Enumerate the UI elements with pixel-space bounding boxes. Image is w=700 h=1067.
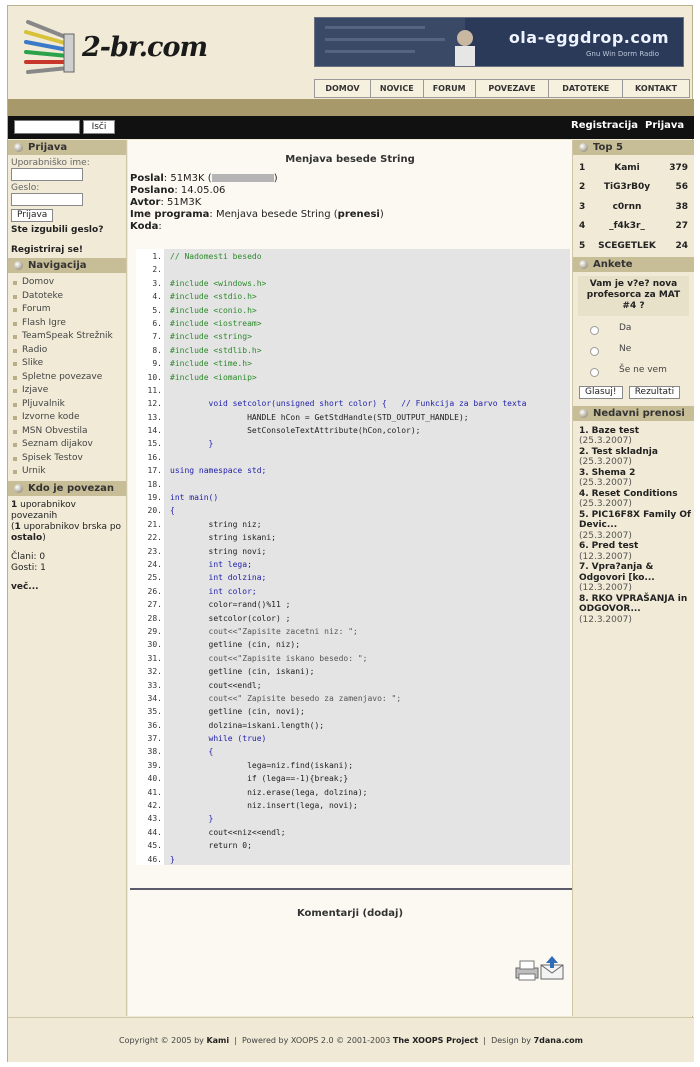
download-name[interactable]: Pred test: [591, 541, 639, 552]
author: 51M3K: [167, 197, 202, 208]
code-text: int color;: [170, 586, 257, 596]
sidebar-item-seznam-dijakov[interactable]: Seznam dijakov: [8, 438, 126, 452]
poll-option-label: Ne: [619, 343, 632, 354]
poll-option-da[interactable]: [573, 319, 694, 340]
code-text: #include <iomanip>: [170, 372, 257, 382]
line-number: 11.: [147, 385, 162, 395]
line-number: 26.: [147, 586, 162, 596]
code-text: cout<<niz<<endl;: [170, 827, 286, 837]
code-line: [136, 277, 570, 290]
page-title: Menjava besede String: [285, 154, 415, 165]
download-date: (25.3.2007): [579, 478, 632, 489]
code-line: [136, 371, 570, 384]
poll-option-se-ne-vem[interactable]: [573, 361, 694, 382]
line-number: 3.: [152, 278, 162, 288]
footer: Copyright © 2005 by Kami | Powered by XOOPS 2.0 © 2001-2003 The XOOPS Project | Design by 7dana.com: [8, 1017, 694, 1062]
code-line: [136, 558, 570, 571]
line-number: 21.: [147, 519, 162, 529]
download-number: 2.: [579, 446, 589, 457]
code-line: [136, 491, 570, 504]
top5-score: 27: [675, 221, 688, 232]
code-text: return 0;: [170, 841, 252, 851]
code-line: [136, 839, 570, 852]
banner-ad[interactable]: [314, 17, 684, 67]
logo-text: 2-br.com: [82, 32, 208, 63]
download-date: (25.3.2007): [579, 499, 632, 510]
code-text: // Nadomesti besedo: [170, 252, 262, 261]
code-line: [136, 652, 570, 665]
download-number: 4.: [579, 488, 589, 499]
nav-kontakt[interactable]: KONTAKT: [623, 80, 690, 97]
comments-label: Komentarji: [296, 908, 360, 919]
posted-on-label: Poslano: [130, 185, 175, 196]
right-sidebar: [572, 140, 694, 1016]
line-number: 15.: [147, 439, 162, 449]
download-item[interactable]: [573, 541, 694, 562]
line-number: 27.: [147, 600, 162, 610]
line-number: 35.: [147, 707, 162, 717]
code-line: [136, 665, 570, 678]
username-label: Uporabniško ime:: [11, 158, 90, 168]
add-comment-link[interactable]: dodaj: [367, 908, 399, 919]
cable-logo-icon: [20, 14, 80, 84]
line-number: 9.: [152, 359, 162, 369]
online-block-title: Kdo je povezan: [8, 481, 126, 496]
code-line: [136, 772, 570, 785]
radio-icon[interactable]: [590, 347, 599, 356]
online-paren-close: ): [42, 532, 46, 543]
line-number: 33.: [147, 680, 162, 690]
download-number: 3.: [579, 467, 589, 478]
code-line: [136, 585, 570, 598]
online-paren-open: (: [11, 521, 15, 532]
line-number: 25.: [147, 573, 162, 583]
top5-rank: 3: [579, 201, 586, 212]
line-number: 17.: [147, 466, 162, 476]
lost-password-link[interactable]: Ste izgubili geslo?: [11, 225, 104, 235]
code-text: cout<<"Zapisite zacetni niz: ";: [170, 626, 358, 636]
program-name: Menjava besede String: [215, 209, 331, 220]
online-text: uporabnikov povezanih: [11, 499, 76, 521]
download-name[interactable]: Shema 2: [591, 467, 636, 478]
guests-count: Gosti: 1: [11, 562, 46, 573]
download-item[interactable]: [573, 489, 694, 510]
sidebar-item-radio[interactable]: Radio: [8, 344, 126, 358]
line-number: 42.: [147, 801, 162, 811]
top5-row[interactable]: [573, 236, 694, 255]
line-number: 18.: [147, 479, 162, 489]
code-text: HANDLE hCon = GetStdHandle(STD_OUTPUT_HANDLE);: [170, 412, 469, 422]
top5-score: 56: [675, 182, 688, 193]
code-text: setcolor(color) ;: [170, 613, 291, 623]
poll-title: Ankete: [573, 257, 694, 272]
line-number: 43.: [147, 814, 162, 824]
line-number: 29.: [147, 626, 162, 636]
download-item[interactable]: [573, 447, 694, 468]
top5-row[interactable]: [573, 216, 694, 235]
download-number: 7.: [579, 562, 589, 573]
divider: [130, 888, 572, 890]
download-name[interactable]: PIC16F8X Family Of Devic...: [579, 509, 691, 531]
password-field[interactable]: [11, 193, 83, 206]
top5-rank: 4: [579, 221, 586, 232]
top5-list: [573, 155, 694, 255]
results-button[interactable]: Rezultati: [629, 386, 680, 399]
top5-name[interactable]: _f4k3r_: [609, 221, 645, 232]
top5-name[interactable]: SCEGETLEK: [598, 240, 656, 251]
line-number: 38.: [147, 747, 162, 757]
line-number: 12.: [147, 399, 162, 409]
download-name[interactable]: RKO VPRAŠANJA in ODGOVOR...: [579, 593, 688, 615]
code-text: int lega;: [170, 559, 252, 569]
code-text: #include <stdio.h>: [170, 292, 257, 302]
download-item[interactable]: [573, 562, 694, 594]
line-number: 24.: [147, 559, 162, 569]
download-number: 6.: [579, 541, 589, 552]
download-item[interactable]: [573, 594, 694, 626]
registration-link[interactable]: Registracija: [571, 120, 639, 131]
code-text: int dolzina;: [170, 573, 267, 583]
radio-icon[interactable]: [590, 326, 599, 335]
browsing-location: ostalo: [11, 532, 43, 543]
footer-project-link[interactable]: The XOOPS Project: [392, 1036, 479, 1045]
code-text: niz.erase(lega, dolzina);: [170, 787, 368, 797]
top5-score: 24: [675, 240, 688, 251]
sidebar-item-teamspeak[interactable]: TeamSpeak Strežnik: [8, 330, 126, 344]
line-number: 4.: [152, 292, 162, 302]
download-item[interactable]: [573, 510, 694, 542]
code-line: [136, 504, 570, 517]
code-text: color=rand()%11 ;: [170, 600, 291, 610]
line-number: 10.: [147, 372, 162, 382]
download-name[interactable]: Test skladnja: [591, 446, 658, 457]
line-number: 2.: [152, 265, 162, 275]
code-text: getline (cin, novi);: [170, 707, 305, 717]
download-date: (25.3.2007): [579, 436, 632, 447]
navigation-list: [8, 273, 126, 479]
line-number: 22.: [147, 533, 162, 543]
code-text: string iskani;: [170, 533, 276, 543]
code-line: [136, 478, 570, 491]
code-line: [136, 612, 570, 625]
search-button[interactable]: Isči: [83, 120, 115, 134]
code-text: }: [170, 439, 214, 449]
sidebar-item-pljuvalnik[interactable]: Pljuvalnik: [8, 398, 126, 412]
code-text: string niz;: [170, 519, 262, 529]
code-line: [136, 397, 570, 410]
top5-rank: 2: [579, 182, 586, 193]
main-nav: [314, 79, 690, 98]
code-line: [136, 518, 570, 531]
sidebar-item-datoteke[interactable]: Datoteke: [8, 290, 126, 304]
line-number: 40.: [147, 774, 162, 784]
email-icon[interactable]: [538, 955, 566, 981]
line-number: 19.: [147, 493, 162, 503]
code-line: [136, 384, 570, 397]
download-number: 5.: [579, 509, 589, 520]
posted-on: 14.05.06: [180, 185, 226, 196]
author-label: Avtor: [130, 197, 161, 208]
code-line: [136, 344, 570, 357]
sidebar-item-slike[interactable]: Slike: [8, 357, 126, 371]
download-name[interactable]: Vpra?anja & Odgovori [ko...: [579, 562, 655, 583]
code-text: #include <iostream>: [170, 318, 262, 328]
register-link[interactable]: Registriraj se!: [11, 245, 84, 255]
line-number: 23.: [147, 546, 162, 556]
code-line: [136, 759, 570, 772]
code-line: [136, 638, 570, 651]
nav-povezave[interactable]: POVEZAVE: [476, 80, 550, 97]
code-text: string novi;: [170, 546, 267, 556]
code-text: niz.insert(lega, novi);: [170, 801, 358, 811]
line-number: 41.: [147, 787, 162, 797]
code-text: using namespace std;: [170, 466, 267, 476]
header-strip: [8, 99, 694, 116]
code-line: [136, 692, 570, 705]
members-count: Člani: 0: [11, 551, 46, 562]
banner-subtitle: Gnu Win Dorm Radio: [585, 50, 659, 58]
code-line: [136, 437, 570, 450]
top5-name[interactable]: TiG3rB0y: [603, 182, 651, 193]
line-number: 7.: [152, 332, 162, 342]
code-text: #include <windows.h>: [170, 278, 267, 288]
code-line: [136, 719, 570, 732]
code-line: [136, 799, 570, 812]
comments-heading: Komentarji (dodaj): [296, 908, 404, 919]
line-number: 30.: [147, 640, 162, 650]
browsing-count: 1: [14, 521, 21, 532]
code-line: [136, 625, 570, 638]
code-line: [136, 732, 570, 745]
sidebar-item-spletne-povezave[interactable]: Spletne povezave: [8, 371, 126, 385]
site-logo[interactable]: [20, 14, 210, 84]
line-number: 5.: [152, 305, 162, 315]
code-text: #include <string>: [170, 332, 252, 342]
sidebar-item-domov[interactable]: Domov: [8, 276, 126, 290]
posted-by[interactable]: 51M3K: [170, 173, 205, 184]
code-line: [136, 290, 570, 303]
footer-designer-link[interactable]: 7dana.com: [533, 1036, 583, 1045]
download-date: (12.3.2007): [579, 614, 632, 625]
download-item[interactable]: [573, 426, 694, 447]
poll-question: Vam je v?e? nova profesorca za MAT #4 ?: [578, 276, 689, 316]
article-meta: Poslal: 51M3K ( ) Poslano: 14.05.06 Avtor: 51M3K Ime programa: Menjava besede String (prenesi) Koda:: [130, 173, 384, 232]
nav-domov[interactable]: DOMOV: [315, 80, 371, 97]
poll-option-label: Še ne vem: [619, 364, 667, 375]
code-line: [136, 330, 570, 343]
nav-forum[interactable]: FORUM: [424, 80, 476, 97]
line-number: 14.: [147, 426, 162, 436]
code-text: #include <stdlib.h>: [170, 345, 262, 355]
download-name[interactable]: Baze test: [591, 425, 640, 436]
line-number: 20.: [147, 506, 162, 516]
download-name[interactable]: Reset Conditions: [591, 488, 678, 499]
line-number: 6.: [152, 318, 162, 328]
line-number: 36.: [147, 720, 162, 730]
code-line: [136, 826, 570, 839]
code-text: void setcolor(unsigned short color) { // Funkcija za barvo texta: [170, 399, 527, 409]
code-line: [136, 317, 570, 330]
download-date: (25.3.2007): [579, 457, 632, 468]
code-line: [136, 531, 570, 544]
code-text: getline (cin, iskani);: [170, 667, 315, 677]
top5-rank: 5: [579, 240, 586, 251]
download-item[interactable]: [573, 468, 694, 489]
line-number: 31.: [147, 653, 162, 663]
line-number: 39.: [147, 760, 162, 770]
code-text: if (lega==-1){break;}: [170, 774, 349, 784]
sidebar-item-izvorne-kode[interactable]: Izvorne kode: [8, 411, 126, 425]
code-text: int main(): [170, 493, 219, 503]
code-text: SetConsoleTextAttribute(hCon,color);: [170, 426, 421, 436]
footer-design-label: Design by: [491, 1036, 532, 1045]
code-line: [136, 745, 570, 758]
downloads-title: Nedavni prenosi: [573, 406, 694, 421]
line-number: 1.: [152, 252, 162, 261]
code-text: cout<<"Zapisite iskano besedo: ";: [170, 653, 368, 663]
line-number: 34.: [147, 693, 162, 703]
left-sidebar: [8, 140, 127, 1016]
code-line: [136, 679, 570, 692]
sidebar-item-urnik[interactable]: Urnik: [8, 465, 126, 479]
code-line: [136, 451, 570, 464]
code-label: Koda: [130, 221, 159, 232]
poll-option-label: Da: [619, 322, 632, 333]
top5-title: Top 5: [573, 140, 694, 155]
code-line: [136, 571, 570, 584]
browsing-text: uporabnikov brska po: [20, 521, 122, 532]
top5-rank: 1: [579, 163, 586, 173]
online-count: 1: [11, 499, 18, 510]
online-info: [8, 496, 126, 593]
login-button[interactable]: Prijava: [11, 209, 53, 222]
code-line: [136, 304, 570, 317]
code-text: cout<<endl;: [170, 680, 262, 690]
printer-icon[interactable]: [513, 958, 541, 982]
code-text: cout<<" Zapisite besedo za zamenjavo: ";: [170, 693, 402, 703]
sidebar-item-spisek-testov[interactable]: Spisek Testov: [8, 452, 126, 466]
line-number: 13.: [147, 412, 162, 422]
code-text: {: [170, 506, 175, 516]
vote-button[interactable]: Glasuj!: [579, 386, 623, 399]
poll-option-ne[interactable]: [573, 340, 694, 361]
top5-score: 38: [675, 201, 688, 212]
download-date: (12.3.2007): [579, 551, 632, 562]
code-line: [136, 598, 570, 611]
code-line: [136, 853, 570, 866]
code-text: lega=niz.find(iskani);: [170, 760, 354, 770]
download-link[interactable]: prenesi: [337, 209, 380, 220]
line-number: 37.: [147, 734, 162, 744]
code-line: [136, 250, 570, 263]
sidebar-item-flash-igre[interactable]: Flash Igre: [8, 317, 126, 331]
code-text: #include <time.h>: [170, 359, 252, 369]
code-text: while (true): [170, 734, 267, 744]
main-content: [128, 140, 572, 1016]
code-line: [136, 786, 570, 799]
code-text: }: [170, 814, 214, 824]
code-text: {: [170, 747, 214, 757]
line-number: 45.: [147, 841, 162, 851]
navigation-block-title: Navigacija: [8, 258, 126, 273]
code-line: [136, 263, 570, 276]
code-text: #include <conio.h>: [170, 305, 257, 315]
line-number: 46.: [147, 854, 162, 864]
download-date: (12.3.2007): [579, 583, 632, 594]
sidebar-item-msn-obvestila[interactable]: MSN Obvestila: [8, 425, 126, 439]
download-number: 1.: [579, 425, 589, 436]
line-number: 8.: [152, 345, 162, 355]
login-link[interactable]: Prijava: [645, 120, 685, 131]
login-block-title: Prijava: [8, 140, 126, 155]
code-text: getline (cin, niz);: [170, 640, 301, 650]
line-number: 32.: [147, 667, 162, 677]
line-number: 16.: [147, 452, 162, 462]
search-input[interactable]: [14, 120, 80, 134]
code-line: [136, 424, 570, 437]
blurred-email: [212, 174, 274, 182]
code-line: [136, 357, 570, 370]
code-text: }: [170, 854, 175, 864]
top5-name[interactable]: c0rnn: [612, 201, 642, 212]
line-number: 44.: [147, 827, 162, 837]
top5-row[interactable]: [573, 197, 694, 216]
line-number: 28.: [147, 613, 162, 623]
nav-novice[interactable]: NOVICE: [371, 80, 424, 97]
code-line: [136, 464, 570, 477]
code-lines: [136, 250, 570, 866]
program-label: Ime programa: [130, 209, 210, 220]
page-frame: [7, 5, 693, 1062]
posted-by-label: Poslal: [130, 173, 164, 184]
footer-copyright: Copyright © 2005 by: [119, 1036, 204, 1045]
download-number: 8.: [579, 593, 589, 604]
username-field[interactable]: [11, 168, 83, 181]
download-date: (25.3.2007): [579, 530, 632, 541]
code-line: [136, 705, 570, 718]
code-line: [136, 545, 570, 558]
downloads-list: [573, 421, 694, 626]
password-label: Geslo:: [11, 183, 40, 193]
top5-name[interactable]: Kami: [614, 163, 640, 173]
sidebar-item-izjave[interactable]: Izjave: [8, 384, 126, 398]
top5-row[interactable]: [573, 158, 694, 177]
nav-datoteke[interactable]: DATOTEKE: [549, 80, 623, 97]
top5-row[interactable]: [573, 177, 694, 196]
footer-owner[interactable]: Kami: [206, 1036, 230, 1045]
top5-score: 379: [669, 163, 688, 173]
footer-powered: Powered by XOOPS 2.0 © 2001-2003: [242, 1036, 391, 1045]
code-line: [136, 411, 570, 424]
code-line: [136, 812, 570, 825]
sidebar-item-forum[interactable]: Forum: [8, 303, 126, 317]
radio-icon[interactable]: [590, 368, 599, 377]
banner-title: ola-eggdrop.com: [508, 28, 669, 47]
more-link[interactable]: več...: [11, 581, 39, 592]
code-text: dolzina=iskani.length();: [170, 720, 325, 730]
